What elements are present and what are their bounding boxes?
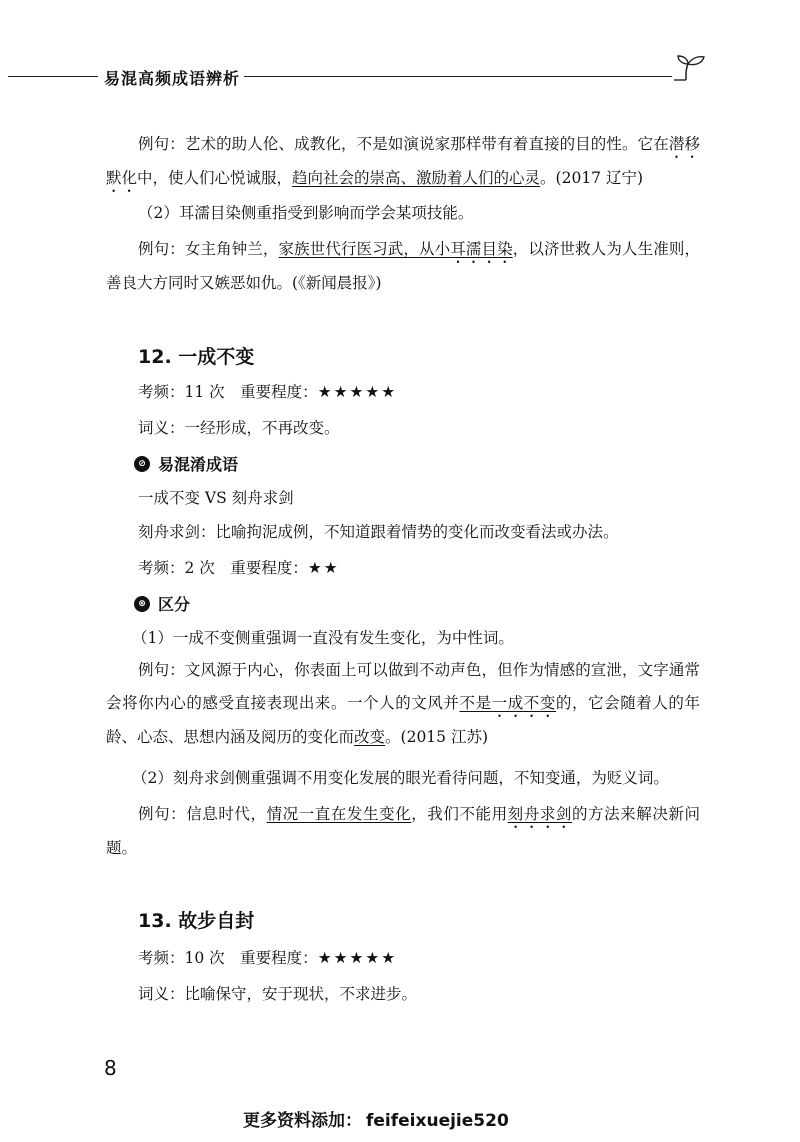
example3-underlined-b: 改变 — [354, 728, 386, 746]
distinguish-heading — [134, 592, 190, 615]
example3-post-a: 的，它会随着人的年龄、心态、思想内涵及阅历的变化而 — [106, 694, 700, 746]
page-number: 8 — [104, 1056, 117, 1080]
example1-post: 。(2017 辽宁) — [540, 169, 644, 187]
section-12-frequency — [138, 380, 397, 402]
header-rule-right — [244, 76, 672, 77]
s13-freq-label: 考频： — [138, 949, 185, 967]
section-12-title: 12. 一成不变 — [138, 346, 255, 368]
example4-dotted: 刻舟求剑 — [507, 805, 572, 823]
running-header-title: 易混高频成语辨析 — [104, 69, 241, 88]
example4-pre: 例句：信息时代， — [138, 805, 267, 823]
example1-dotted: 潜移默化 — [106, 135, 700, 187]
footer-contact-id: feifeixuejie520 — [366, 1111, 509, 1131]
s13-importance-label: 重要程度： — [240, 949, 318, 967]
s13-importance-stars: ★★★★★ — [317, 949, 398, 967]
section-12-meaning: 词义：一经形成，不再改变。 — [138, 419, 340, 437]
distinguish-badge-icon: ⊗ — [134, 596, 150, 612]
kzqj-freq-label: 考频： — [138, 559, 185, 577]
s13-freq-value: 10 次 — [184, 949, 225, 967]
example-sentence-3 — [106, 654, 700, 754]
importance-stars: ★★★★★ — [317, 383, 398, 401]
example-sentence-2 — [106, 233, 700, 300]
section-13-frequency — [138, 946, 397, 968]
vs-line: 一成不变 VS 刻舟求剑 — [138, 489, 294, 507]
kzqj-meaning: 刻舟求剑：比喻拘泥成例，不知道跟着情势的变化而改变看法或办法。 — [138, 523, 619, 541]
confusable-heading — [134, 452, 238, 475]
kzqj-importance-label: 重要程度： — [230, 559, 308, 577]
example3-underlined-a: 不是 — [459, 694, 492, 712]
example3-post-b: 。(2015 江苏) — [385, 728, 488, 746]
example2-underlined: 家族世代行医习武，从小 — [278, 240, 451, 258]
example4-underlined: 情况一直在发生变化 — [266, 805, 412, 823]
example4-mid: ，我们不能用 — [411, 805, 508, 823]
distinguish-point-1: （1）一成不变侧重强调一直没有发生变化，为中性词。 — [132, 629, 514, 647]
example-sentence-1 — [106, 128, 700, 196]
section-13-title: 13. 故步自封 — [138, 910, 255, 932]
example1-underlined: 趋向社会的崇高、激励着人们的心灵 — [292, 169, 541, 187]
freq-value: 11 次 — [184, 383, 225, 401]
freq-label: 考频： — [138, 383, 185, 401]
example2-dotted: 耳濡目染 — [450, 240, 513, 258]
header-rule-left — [8, 76, 98, 77]
distinguish-heading-label: 区分 — [158, 595, 191, 614]
example4-post: 的方法来解决新问题。 — [106, 805, 700, 857]
footer-contact — [243, 1106, 509, 1131]
example1-mid: 中，使人们心悦诚服， — [137, 169, 293, 187]
kzqj-importance-stars: ★★ — [307, 559, 340, 577]
distinguish-point-2: （2）刻舟求剑侧重强调不用变化发展的眼光看待问题，不知变通，为贬义词。 — [132, 769, 669, 787]
confusable-badge-icon: ⊘ — [134, 456, 150, 472]
example3-dotted: 一成不变 — [491, 694, 556, 712]
importance-label: 重要程度： — [240, 383, 318, 401]
confusable-heading-label: 易混淆成语 — [158, 455, 239, 474]
example-sentence-4 — [106, 798, 700, 865]
footer-label: 更多资料添加： — [243, 1111, 362, 1131]
kzqj-frequency — [138, 556, 340, 578]
example1-pre: 例句：艺术的助人伦、成教化，不是如演说家那样带有着直接的目的性。它在 — [138, 135, 669, 153]
point-2-text: （2）耳濡目染侧重指受到影响而学会某项技能。 — [138, 204, 474, 222]
section-13-meaning: 词义：比喻保守，安于现状，不求进步。 — [138, 985, 418, 1003]
example3-pre: 例句：文风源于内心，你表面上可以做到不动声色，但作为情感的宣泄，文字通常会将你内心的感受直接表现出来。一个人的文风并 — [106, 661, 700, 712]
kzqj-freq-value: 2 次 — [184, 559, 215, 577]
example2-post: ，以济世救人为人生准则，善良大方同时又嫉恶如仇。(《新闻晨报》) — [106, 240, 700, 292]
example2-pre: 例句：女主角钟兰， — [138, 240, 279, 258]
sprout-icon — [672, 50, 708, 84]
